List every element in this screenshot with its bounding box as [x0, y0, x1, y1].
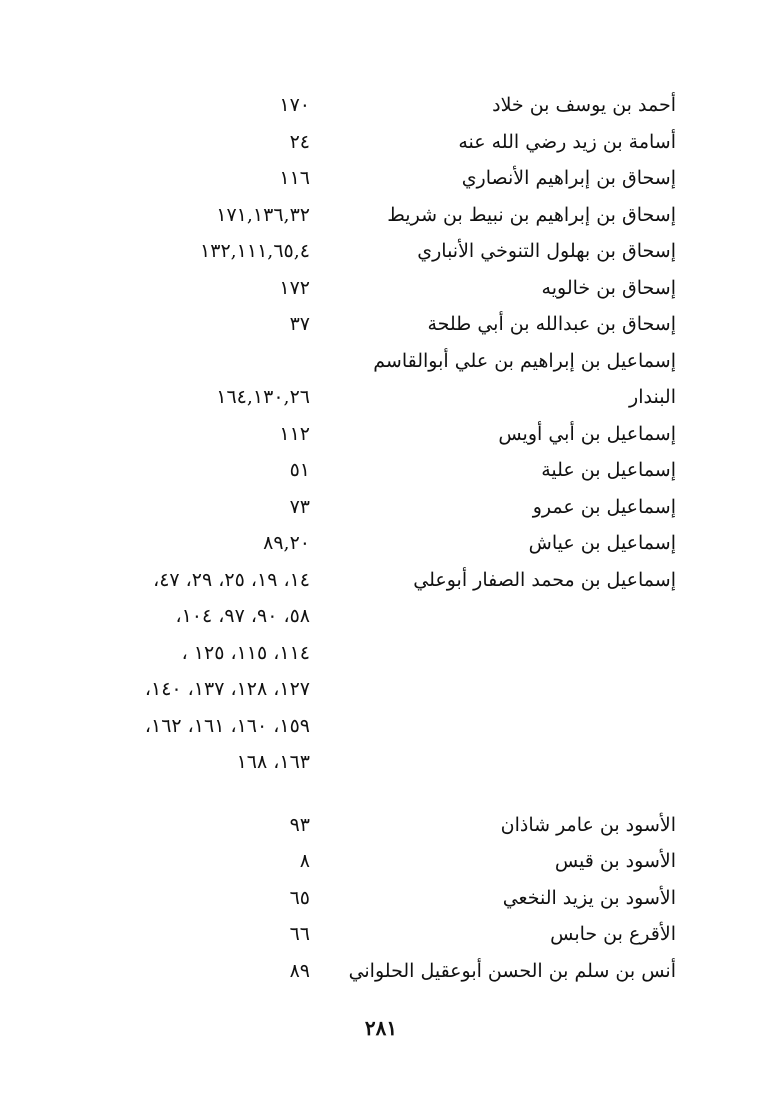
index-entry	[0, 563, 762, 600]
index-entry	[0, 954, 762, 991]
entry-name: إسحاق بن خالويه	[541, 276, 676, 299]
entry-pages: ١٥٩، ١٦٠، ١٦١، ١٦٢،	[144, 714, 310, 737]
index-entry	[0, 344, 762, 381]
entry-pages: ١١٤، ١١٥، ١٢٥ ،	[181, 641, 310, 664]
entry-pages: ٦٦	[289, 923, 310, 945]
index-entry	[0, 198, 762, 235]
entry-pages: ٣٧	[289, 313, 310, 335]
entry-pages: ١٦٤,١٣٠,٢٦	[216, 386, 310, 408]
page-number: ٢٨١	[364, 1016, 398, 1040]
entry-pages: ٢٤	[289, 130, 310, 153]
index-entry	[0, 881, 762, 918]
entry-pages: ٨٩	[289, 959, 310, 982]
entry-pages: ١١٢	[279, 422, 310, 445]
entry-name: إسحاق بن إبراهيم بن نبيط بن شريط	[387, 203, 676, 226]
index-entry	[0, 88, 762, 125]
entry-name: أنس بن سلم بن الحسن أبوعقيل الحلواني	[348, 959, 676, 982]
index-entry	[0, 745, 762, 782]
index-entry	[0, 490, 762, 527]
entry-pages: ٨	[299, 850, 310, 872]
entry-name: إسماعيل بن إبراهيم بن علي أبوالقاسم	[373, 349, 676, 372]
index-entry	[0, 417, 762, 454]
index-entry	[0, 672, 762, 709]
entry-name: إسحاق بن بهلول التنوخي الأنباري	[417, 240, 676, 262]
index-entry	[0, 307, 762, 344]
entry-pages: ٩٣	[289, 813, 310, 836]
entry-name: أحمد بن يوسف بن خلاد	[492, 94, 676, 116]
entry-name: الأقرع بن حابس	[550, 923, 676, 945]
index-entry	[0, 161, 762, 198]
entry-name: إسماعيل بن محمد الصفار أبوعلي	[413, 568, 676, 591]
entry-pages: ٥٨، ٩٠، ٩٧، ١٠٤،	[175, 605, 310, 627]
entry-pages: ١٦٣، ١٦٨	[236, 751, 310, 773]
index-entry	[0, 636, 762, 673]
entry-name: أسامة بن زيد رضي الله عنه	[458, 130, 676, 153]
entry-name: إسماعيل بن أبي أويس	[498, 422, 676, 445]
entry-pages: ١٢٧، ١٢٨، ١٣٧، ١٤٠،	[144, 678, 310, 700]
entry-name: الأسود بن عامر شاذان	[500, 813, 676, 836]
index-entry	[0, 234, 762, 271]
entry-name: الأسود بن يزيد النخعي	[502, 886, 676, 909]
entry-name: إسماعيل بن عياش	[528, 532, 676, 554]
entry-pages: ١٤، ١٩، ٢٥، ٢٩، ٤٧،	[153, 568, 310, 591]
entry-pages: ١٣٢,١١١,٦٥,٤	[200, 240, 310, 262]
index-entry	[0, 808, 762, 845]
entry-pages: ٦٥	[289, 886, 310, 909]
entry-pages: ١١٦	[279, 167, 310, 189]
index-entry	[0, 526, 762, 563]
entry-name: إسماعيل بن علية	[541, 459, 676, 481]
index-entry	[0, 599, 762, 636]
entry-name: إسحاق بن إبراهيم الأنصاري	[461, 167, 676, 189]
index-entry	[0, 709, 762, 746]
entry-pages: ٨٩,٢٠	[263, 532, 310, 554]
index-entry	[0, 125, 762, 162]
index-entry	[0, 453, 762, 490]
entry-pages: ٥١	[289, 459, 310, 481]
index-entry	[0, 380, 762, 417]
entry-name: إسحاق بن عبدالله بن أبي طلحة	[427, 313, 676, 335]
index-entry	[0, 271, 762, 308]
entry-name: الأسود بن قيس	[554, 850, 676, 872]
index-entry	[0, 844, 762, 881]
entry-pages: ١٧٢	[279, 276, 310, 299]
entry-pages: ٧٣	[289, 495, 310, 518]
entry-pages: ١٧٠	[279, 94, 310, 116]
section-gap	[0, 782, 762, 808]
entry-name: إسماعيل بن عمرو	[532, 495, 676, 518]
entry-pages: ١٧١,١٣٦,٣٢	[216, 203, 310, 226]
entry-name: البندار	[629, 386, 676, 408]
index-entries	[0, 88, 762, 990]
index-entry	[0, 917, 762, 954]
